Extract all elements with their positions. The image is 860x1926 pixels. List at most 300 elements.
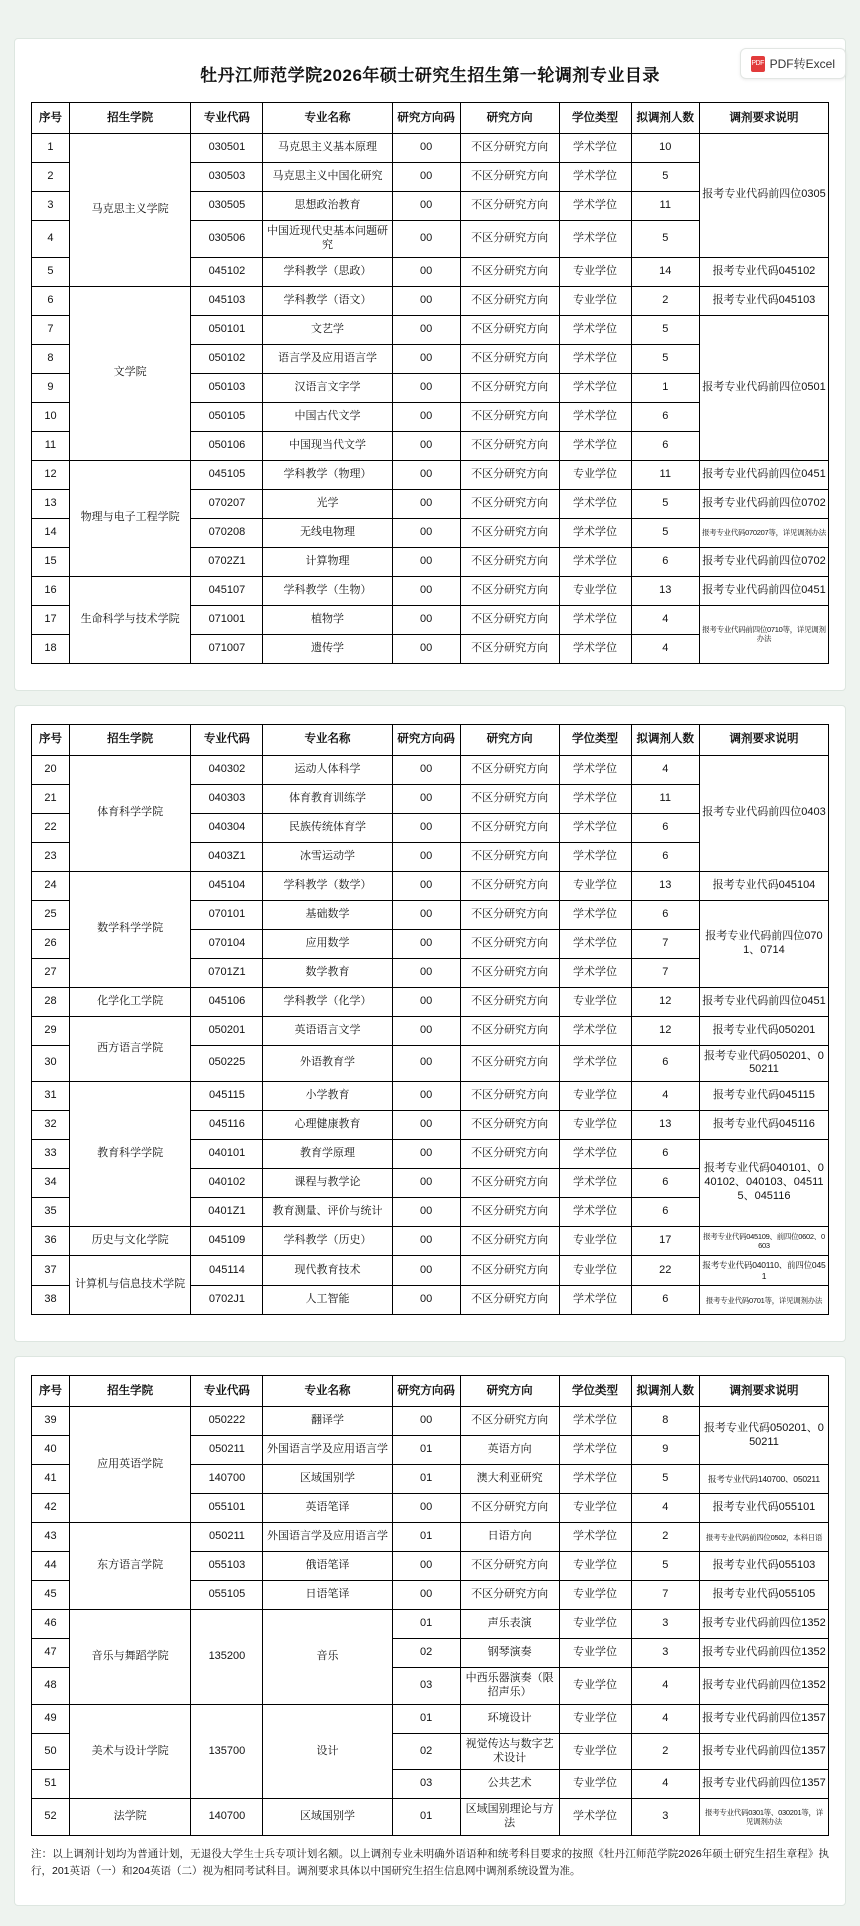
cell-no: 38 (32, 1286, 70, 1315)
cell-name: 学科教学（思政） (263, 257, 392, 286)
cell-dir-code: 02 (392, 1733, 460, 1770)
cell-quota: 12 (631, 1016, 699, 1045)
sheet-page-3 (14, 1356, 846, 1906)
cell-code: 030503 (191, 163, 263, 192)
cell-dir-code: 00 (392, 1198, 460, 1227)
cell-quota: 6 (631, 547, 699, 576)
cell-degree: 学术学位 (559, 1045, 631, 1082)
cell-no: 22 (32, 813, 70, 842)
cell-requirement: 报考专业代码前四位1352 (699, 1610, 828, 1639)
cell-dir: 不区分研究方向 (460, 221, 559, 258)
cell-no: 14 (32, 518, 70, 547)
cell-degree: 学术学位 (559, 192, 631, 221)
cell-college: 生命科学与技术学院 (69, 576, 190, 663)
cell-requirement: 报考专业代码070207等，详见调剂办法 (699, 518, 828, 547)
cell-requirement: 报考专业代码045116 (699, 1111, 828, 1140)
cell-college: 美术与设计学院 (69, 1704, 190, 1799)
cell-quota: 6 (631, 1045, 699, 1082)
cell-dir: 不区分研究方向 (460, 842, 559, 871)
cell-name: 计算物理 (263, 547, 392, 576)
cell-degree: 学术学位 (559, 547, 631, 576)
cell-degree: 学术学位 (559, 402, 631, 431)
cell-degree: 学术学位 (559, 134, 631, 163)
cell-degree: 专业学位 (559, 871, 631, 900)
cell-requirement: 报考专业代码前四位0305 (699, 134, 828, 258)
cell-dir: 钢琴演奏 (460, 1639, 559, 1668)
cell-no: 13 (32, 489, 70, 518)
col-header-3: 专业名称 (263, 1376, 392, 1407)
cell-degree: 学术学位 (559, 1169, 631, 1198)
cell-degree: 学术学位 (559, 929, 631, 958)
col-header-7: 拟调剂人数 (631, 103, 699, 134)
cell-degree: 学术学位 (559, 842, 631, 871)
cell-code: 030501 (191, 134, 263, 163)
cell-name: 光学 (263, 489, 392, 518)
cell-quota: 5 (631, 344, 699, 373)
cell-dir: 不区分研究方向 (460, 134, 559, 163)
cell-degree: 学术学位 (559, 315, 631, 344)
cell-name: 植物学 (263, 605, 392, 634)
cell-name: 外语教育学 (263, 1045, 392, 1082)
cell-degree: 专业学位 (559, 1610, 631, 1639)
cell-dir: 视觉传达与数字艺术设计 (460, 1733, 559, 1770)
cell-requirement: 报考专业代码045102 (699, 257, 828, 286)
cell-dir-code: 00 (392, 1552, 460, 1581)
cell-college: 音乐与舞蹈学院 (69, 1610, 190, 1705)
cell-requirement: 报考专业代码前四位1352 (699, 1668, 828, 1705)
cell-dir: 不区分研究方向 (460, 1552, 559, 1581)
col-header-7: 拟调剂人数 (631, 724, 699, 755)
cell-dir: 不区分研究方向 (460, 900, 559, 929)
cell-dir-code: 00 (392, 1256, 460, 1286)
cell-degree: 学术学位 (559, 431, 631, 460)
cell-degree: 专业学位 (559, 1552, 631, 1581)
cell-code: 070208 (191, 518, 263, 547)
cell-dir-code: 00 (392, 221, 460, 258)
cell-dir-code: 02 (392, 1639, 460, 1668)
col-header-1: 招生学院 (69, 1376, 190, 1407)
col-header-2: 专业代码 (191, 724, 263, 755)
cell-dir: 不区分研究方向 (460, 192, 559, 221)
cell-degree: 学术学位 (559, 1407, 631, 1436)
cell-quota: 4 (631, 634, 699, 663)
cell-dir-code: 00 (392, 1407, 460, 1436)
cell-code: 140700 (191, 1465, 263, 1494)
cell-degree: 学术学位 (559, 1286, 631, 1315)
cell-dir-code: 00 (392, 518, 460, 547)
col-header-6: 学位类型 (559, 1376, 631, 1407)
cell-no: 49 (32, 1704, 70, 1733)
cell-quota: 13 (631, 871, 699, 900)
cell-code: 030505 (191, 192, 263, 221)
cell-requirement: 报考专业代码前四位1352 (699, 1639, 828, 1668)
cell-no: 50 (32, 1733, 70, 1770)
cell-quota: 4 (631, 1668, 699, 1705)
cell-dir-code: 00 (392, 315, 460, 344)
cell-name: 思想政治教育 (263, 192, 392, 221)
cell-name: 无线电物理 (263, 518, 392, 547)
cell-name: 应用数学 (263, 929, 392, 958)
cell-name: 教育学原理 (263, 1140, 392, 1169)
cell-no: 34 (32, 1169, 70, 1198)
cell-dir: 不区分研究方向 (460, 784, 559, 813)
cell-dir: 日语方向 (460, 1523, 559, 1552)
cell-quota: 5 (631, 1552, 699, 1581)
cell-dir-code: 00 (392, 1082, 460, 1111)
table-row (32, 1523, 829, 1552)
cell-requirement: 报考专业代码045109、前四位0602、0603 (699, 1227, 828, 1256)
cell-quota: 4 (631, 1770, 699, 1799)
cell-name: 中国古代文学 (263, 402, 392, 431)
cell-name: 遗传学 (263, 634, 392, 663)
cell-no: 35 (32, 1198, 70, 1227)
cell-dir: 不区分研究方向 (460, 1227, 559, 1256)
cell-requirement: 报考专业代码前四位0501 (699, 315, 828, 460)
cell-dir-code: 00 (392, 163, 460, 192)
pdf-to-excel-label: PDF转Excel (769, 57, 835, 71)
cell-dir: 不区分研究方向 (460, 1286, 559, 1315)
cell-code: 040304 (191, 813, 263, 842)
cell-quota: 11 (631, 460, 699, 489)
cell-no: 12 (32, 460, 70, 489)
cell-dir-code: 03 (392, 1668, 460, 1705)
cell-dir-code: 00 (392, 134, 460, 163)
cell-quota: 10 (631, 134, 699, 163)
cell-degree: 专业学位 (559, 286, 631, 315)
col-header-4: 研究方向码 (392, 103, 460, 134)
cell-code: 050211 (191, 1523, 263, 1552)
cell-name: 课程与教学论 (263, 1169, 392, 1198)
cell-no: 23 (32, 842, 70, 871)
cell-dir-code: 00 (392, 784, 460, 813)
cell-college: 教育科学学院 (69, 1082, 190, 1227)
footnote: 注：以上调剂计划均为普通计划，无退役大学生士兵专项计划名额。以上调剂专业未明确外语语种和统考科目要求的按照《牡丹江师范学院2026年硕士研究生招生章程》执行，201英语（一）和204英语（二）视为相同考试科目。调剂要求具体以中国研究生招生信息网中调剂系统设置为准。 (31, 1847, 829, 1877)
cell-dir: 不区分研究方向 (460, 489, 559, 518)
cell-no: 37 (32, 1256, 70, 1286)
cell-requirement: 报考专业代码0701等，详见调剂办法 (699, 1286, 828, 1315)
col-header-5: 研究方向 (460, 724, 559, 755)
cell-no: 27 (32, 958, 70, 987)
cell-college: 历史与文化学院 (69, 1227, 190, 1256)
cell-degree: 专业学位 (559, 576, 631, 605)
cell-name: 区域国别学 (263, 1465, 392, 1494)
col-header-0: 序号 (32, 724, 70, 755)
cell-name: 日语笔译 (263, 1581, 392, 1610)
cell-dir: 不区分研究方向 (460, 634, 559, 663)
cell-requirement: 报考专业代码055105 (699, 1581, 828, 1610)
col-header-3: 专业名称 (263, 724, 392, 755)
majors-table-1 (31, 102, 829, 664)
cell-degree: 专业学位 (559, 257, 631, 286)
cell-code: 045103 (191, 286, 263, 315)
table-row (32, 286, 829, 315)
cell-requirement: 报考专业代码040110、前四位0451 (699, 1256, 828, 1286)
cell-dir: 不区分研究方向 (460, 315, 559, 344)
cell-dir: 不区分研究方向 (460, 1140, 559, 1169)
cell-dir: 不区分研究方向 (460, 518, 559, 547)
cell-dir-code: 01 (392, 1436, 460, 1465)
cell-college: 文学院 (69, 286, 190, 460)
cell-requirement: 报考专业代码前四位0702 (699, 489, 828, 518)
cell-requirement: 报考专业代码前四位1357 (699, 1770, 828, 1799)
cell-dir-code: 00 (392, 431, 460, 460)
cell-requirement: 报考专业代码055101 (699, 1494, 828, 1523)
col-header-6: 学位类型 (559, 103, 631, 134)
cell-code: 045107 (191, 576, 263, 605)
page-title: 牡丹江师范学院2026年硕士研究生招生第一轮调剂专业目录 (200, 66, 660, 85)
cell-no: 9 (32, 373, 70, 402)
cell-dir-code: 00 (392, 489, 460, 518)
cell-name: 心理健康教育 (263, 1111, 392, 1140)
cell-dir: 不区分研究方向 (460, 813, 559, 842)
cell-quota: 6 (631, 1140, 699, 1169)
cell-quota: 6 (631, 1198, 699, 1227)
cell-quota: 5 (631, 489, 699, 518)
col-header-6: 学位类型 (559, 724, 631, 755)
cell-dir-code: 00 (392, 1016, 460, 1045)
cell-requirement: 报考专业代码040101、040102、040103、045115、045116 (699, 1140, 828, 1227)
majors-table-2 (31, 724, 829, 1316)
cell-code: 040102 (191, 1169, 263, 1198)
cell-name: 外国语言学及应用语言学 (263, 1523, 392, 1552)
table-header-row (32, 1376, 829, 1407)
cell-no: 51 (32, 1770, 70, 1799)
cell-requirement: 报考专业代码140700、050211 (699, 1465, 828, 1494)
cell-degree: 学术学位 (559, 634, 631, 663)
cell-quota: 7 (631, 929, 699, 958)
cell-requirement: 报考专业代码045115 (699, 1082, 828, 1111)
cell-dir: 不区分研究方向 (460, 547, 559, 576)
cell-degree: 学术学位 (559, 1140, 631, 1169)
cell-code: 050225 (191, 1045, 263, 1082)
cell-requirement: 报考专业代码050201、050211 (699, 1045, 828, 1082)
cell-requirement: 报考专业代码前四位0710等，详见调剂办法 (699, 605, 828, 663)
cell-no: 48 (32, 1668, 70, 1705)
cell-name: 中国近现代史基本问题研究 (263, 221, 392, 258)
cell-code: 055103 (191, 1552, 263, 1581)
cell-degree: 专业学位 (559, 1581, 631, 1610)
cell-name: 冰雪运动学 (263, 842, 392, 871)
table-header-row (32, 724, 829, 755)
cell-dir-code: 00 (392, 576, 460, 605)
cell-quota: 6 (631, 900, 699, 929)
cell-dir: 不区分研究方向 (460, 929, 559, 958)
cell-dir-code: 00 (392, 929, 460, 958)
col-header-0: 序号 (32, 1376, 70, 1407)
cell-college: 马克思主义学院 (69, 134, 190, 287)
table-row (32, 1256, 829, 1286)
cell-college: 法学院 (69, 1799, 190, 1836)
cell-code: 070104 (191, 929, 263, 958)
cell-degree: 学术学位 (559, 813, 631, 842)
cell-code: 045109 (191, 1227, 263, 1256)
cell-code: 050201 (191, 1016, 263, 1045)
cell-dir: 不区分研究方向 (460, 576, 559, 605)
col-header-2: 专业代码 (191, 103, 263, 134)
cell-college: 体育科学学院 (69, 755, 190, 871)
cell-dir: 不区分研究方向 (460, 431, 559, 460)
cell-code: 070207 (191, 489, 263, 518)
cell-no: 10 (32, 402, 70, 431)
cell-dir: 声乐表演 (460, 1610, 559, 1639)
col-header-8: 调剂要求说明 (699, 1376, 828, 1407)
cell-dir-code: 00 (392, 605, 460, 634)
cell-name: 学科教学（数学） (263, 871, 392, 900)
cell-quota: 13 (631, 576, 699, 605)
cell-code: 045104 (191, 871, 263, 900)
cell-code: 040303 (191, 784, 263, 813)
cell-code: 0701Z1 (191, 958, 263, 987)
cell-code: 0403Z1 (191, 842, 263, 871)
cell-degree: 专业学位 (559, 1227, 631, 1256)
cell-no: 36 (32, 1227, 70, 1256)
cell-dir: 公共艺术 (460, 1770, 559, 1799)
cell-dir-code: 00 (392, 257, 460, 286)
majors-table-3 (31, 1375, 829, 1836)
cell-no: 21 (32, 784, 70, 813)
cell-dir: 不区分研究方向 (460, 1494, 559, 1523)
table-row (32, 1610, 829, 1639)
cell-degree: 学术学位 (559, 900, 631, 929)
cell-dir-code: 00 (392, 958, 460, 987)
cell-dir: 不区分研究方向 (460, 373, 559, 402)
cell-no: 3 (32, 192, 70, 221)
cell-degree: 学术学位 (559, 1198, 631, 1227)
col-header-1: 招生学院 (69, 103, 190, 134)
col-header-0: 序号 (32, 103, 70, 134)
cell-dir: 不区分研究方向 (460, 286, 559, 315)
cell-dir-code: 00 (392, 402, 460, 431)
col-header-5: 研究方向 (460, 103, 559, 134)
cell-name: 英语语言文学 (263, 1016, 392, 1045)
cell-degree: 专业学位 (559, 1111, 631, 1140)
table-row (32, 1799, 829, 1836)
cell-degree: 专业学位 (559, 987, 631, 1016)
cell-dir-code: 00 (392, 1045, 460, 1082)
cell-quota: 6 (631, 813, 699, 842)
table-row (32, 134, 829, 163)
pdf-to-excel-button[interactable] (740, 48, 846, 79)
cell-code: 050101 (191, 315, 263, 344)
cell-name: 马克思主义基本原理 (263, 134, 392, 163)
cell-requirement: 报考专业代码前四位0502，本科日语 (699, 1523, 828, 1552)
cell-quota: 3 (631, 1610, 699, 1639)
cell-degree: 学术学位 (559, 1523, 631, 1552)
cell-dir-code: 01 (392, 1610, 460, 1639)
cell-quota: 4 (631, 1082, 699, 1111)
cell-name: 文艺学 (263, 315, 392, 344)
cell-no: 46 (32, 1610, 70, 1639)
table-row (32, 1016, 829, 1045)
cell-code: 135700 (191, 1704, 263, 1799)
cell-quota: 13 (631, 1111, 699, 1140)
cell-college: 西方语言学院 (69, 1016, 190, 1082)
cell-dir: 不区分研究方向 (460, 1407, 559, 1436)
cell-degree: 专业学位 (559, 1082, 631, 1111)
cell-no: 5 (32, 257, 70, 286)
cell-dir-code: 00 (392, 286, 460, 315)
cell-dir-code: 00 (392, 373, 460, 402)
cell-quota: 17 (631, 1227, 699, 1256)
cell-dir: 不区分研究方向 (460, 1016, 559, 1045)
cell-dir: 不区分研究方向 (460, 1169, 559, 1198)
table-row (32, 755, 829, 784)
cell-code: 135200 (191, 1610, 263, 1705)
cell-dir-code: 00 (392, 1140, 460, 1169)
cell-degree: 学术学位 (559, 221, 631, 258)
cell-no: 43 (32, 1523, 70, 1552)
table-row (32, 1082, 829, 1111)
col-header-3: 专业名称 (263, 103, 392, 134)
cell-quota: 7 (631, 1581, 699, 1610)
cell-name: 运动人体科学 (263, 755, 392, 784)
cell-code: 050103 (191, 373, 263, 402)
col-header-5: 研究方向 (460, 1376, 559, 1407)
cell-quota: 3 (631, 1639, 699, 1668)
cell-code: 040302 (191, 755, 263, 784)
cell-degree: 专业学位 (559, 1704, 631, 1733)
cell-no: 20 (32, 755, 70, 784)
cell-degree: 专业学位 (559, 460, 631, 489)
cell-dir-code: 00 (392, 1111, 460, 1140)
cell-quota: 6 (631, 1169, 699, 1198)
cell-quota: 2 (631, 1523, 699, 1552)
cell-degree: 专业学位 (559, 1639, 631, 1668)
cell-dir-code: 01 (392, 1465, 460, 1494)
cell-code: 050102 (191, 344, 263, 373)
cell-requirement: 报考专业代码050201、050211 (699, 1407, 828, 1465)
cell-dir: 不区分研究方向 (460, 1045, 559, 1082)
cell-code: 055105 (191, 1581, 263, 1610)
cell-name: 民族传统体育学 (263, 813, 392, 842)
cell-requirement: 报考专业代码前四位0701、0714 (699, 900, 828, 987)
cell-name: 数学教育 (263, 958, 392, 987)
cell-name: 语言学及应用语言学 (263, 344, 392, 373)
table-row (32, 1704, 829, 1733)
cell-quota: 5 (631, 518, 699, 547)
cell-dir: 不区分研究方向 (460, 605, 559, 634)
cell-code: 030506 (191, 221, 263, 258)
cell-degree: 学术学位 (559, 489, 631, 518)
cell-name: 现代教育技术 (263, 1256, 392, 1286)
cell-degree: 学术学位 (559, 163, 631, 192)
cell-no: 26 (32, 929, 70, 958)
cell-requirement: 报考专业代码前四位0451 (699, 576, 828, 605)
cell-no: 15 (32, 547, 70, 576)
cell-degree: 学术学位 (559, 373, 631, 402)
cell-dir: 环境设计 (460, 1704, 559, 1733)
cell-name: 设计 (263, 1704, 392, 1799)
cell-requirement: 报考专业代码055103 (699, 1552, 828, 1581)
cell-dir: 不区分研究方向 (460, 987, 559, 1016)
cell-dir: 不区分研究方向 (460, 1082, 559, 1111)
cell-name: 学科教学（物理） (263, 460, 392, 489)
col-header-4: 研究方向码 (392, 724, 460, 755)
cell-degree: 学术学位 (559, 518, 631, 547)
cell-quota: 2 (631, 286, 699, 315)
cell-dir: 不区分研究方向 (460, 344, 559, 373)
cell-degree: 专业学位 (559, 1256, 631, 1286)
cell-no: 31 (32, 1082, 70, 1111)
cell-name: 小学教育 (263, 1082, 392, 1111)
cell-dir-code: 00 (392, 460, 460, 489)
cell-requirement: 报考专业代码前四位0451 (699, 987, 828, 1016)
cell-requirement: 报考专业代码前四位0451 (699, 460, 828, 489)
col-header-8: 调剂要求说明 (699, 724, 828, 755)
cell-quota: 5 (631, 1465, 699, 1494)
cell-quota: 6 (631, 842, 699, 871)
cell-quota: 4 (631, 1494, 699, 1523)
